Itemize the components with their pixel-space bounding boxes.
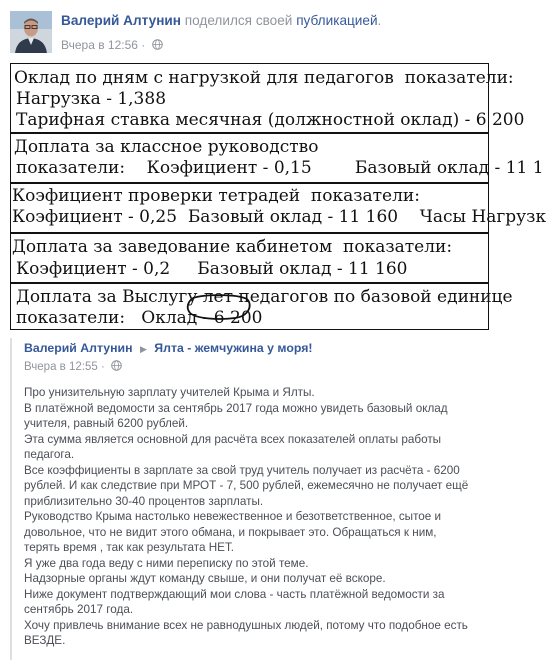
shared-post-header bbox=[24, 341, 494, 355]
payslip-document-image[interactable] bbox=[10, 60, 546, 334]
post-text-line: Хочу привлечь внимание всех не равнодушных людей, потому что подобное есть bbox=[24, 618, 468, 632]
post-text-line: ВЕЗДЕ. bbox=[24, 634, 66, 647]
payslip-line: Коэфициент проверки тетрадей показатели: bbox=[12, 186, 420, 206]
payslip-line: Доплата за заведование кабинетом показатели: bbox=[12, 237, 453, 257]
post-text-line: Про унизительную зарплату учителей Крыма и Ялты. bbox=[24, 386, 315, 399]
avatar[interactable] bbox=[10, 11, 52, 53]
payslip-line: Тарифная ставка месячная (должностной оклад) - 6 200 bbox=[16, 110, 525, 130]
payslip-line: Доплата за классное руководство bbox=[14, 137, 319, 157]
payslip-line: Доплата за Выслугу лет педагогов по базовой единице bbox=[16, 287, 513, 307]
post-meta bbox=[61, 38, 163, 52]
payslip-line: Нагрузка - 1,388 bbox=[16, 89, 167, 109]
globe-icon[interactable] bbox=[152, 39, 163, 50]
post-text-line: приблизительно 30-40 процентов зарплаты. bbox=[24, 494, 264, 508]
post-text-line: В платёжной ведомости за сентябрь 2017 года можно увидеть базовый оклад bbox=[24, 401, 448, 415]
post-text-line: рублей. И как следствие при МРОТ - 7, 500 рублей, ежемесячно не получает ещё bbox=[24, 479, 469, 492]
post-text-line: Ниже документ подтверждающий мои слова - часть платёжной ведомости за bbox=[24, 587, 445, 601]
globe-icon[interactable] bbox=[111, 360, 122, 371]
shared-timestamp[interactable]: Вчера в 12:55 bbox=[24, 361, 98, 373]
avatar-image bbox=[10, 11, 52, 53]
post-text-line: Надзорные органы ждут команду свыше, и они получат её вскоре. bbox=[24, 572, 386, 585]
post-text-line: Я уже два года веду с ними переписку по этой теме. bbox=[24, 556, 309, 570]
post-timestamp[interactable]: Вчера в 12:56 bbox=[61, 38, 138, 52]
shared-meta-separator: · bbox=[100, 361, 105, 373]
handdrawn-circle-mark bbox=[185, 293, 253, 321]
post-header bbox=[10, 8, 490, 60]
post-text-line: Руководство Крыма настолько невежественное и безответственное, сытое и bbox=[24, 510, 442, 523]
post-text-line: терять время , так как результата НЕТ. bbox=[24, 541, 235, 554]
post-text-line: учителя, равный 6200 рублей. bbox=[24, 417, 189, 430]
post-text-line: сентябрь 2017 года. bbox=[24, 603, 134, 616]
triangle-right-icon: ▶ bbox=[139, 344, 147, 354]
post-text-line: Все коэффициенты в зарплате за свой труд учитель получает из расчёта - 6200 bbox=[24, 463, 460, 477]
shared-post-meta bbox=[24, 360, 122, 373]
post-text-line: Эта сумма является основной для расчёта всех показателей оплаты работы bbox=[24, 432, 442, 446]
post-action-period: . bbox=[377, 13, 382, 28]
post-author-line bbox=[61, 13, 381, 28]
post-action-text: поделился своей bbox=[184, 13, 293, 28]
payslip-line: Коэфициент - 0,25 Базовый оклад - 11 160 Часы Нагрузк bbox=[12, 207, 546, 227]
shared-post-text bbox=[24, 385, 492, 649]
shared-author-name[interactable]: Валерий Алтунин bbox=[24, 341, 133, 355]
post-author-name[interactable]: Валерий Алтунин bbox=[61, 13, 181, 28]
payslip-line: Коэфициент - 0,2 Базовый оклад - 11 160 bbox=[16, 259, 408, 279]
shared-page-link[interactable]: Ялта - жемчужина у моря! bbox=[154, 341, 313, 355]
payslip-line: показатели: Коэфициент - 0,15 Базовый оклад - 11 1 bbox=[16, 158, 544, 178]
post-text-line: довольное, что не видит этого обмана, и покрывает это. Обращаться к ним, bbox=[24, 525, 437, 539]
payslip-line: Оклад по дням с нагрузкой для педагогов показатели: bbox=[14, 68, 514, 88]
post-publication-link[interactable]: публикацией bbox=[296, 13, 378, 28]
post-text-line: педагога. bbox=[24, 448, 75, 461]
payslip-line: показатели: Оклад - 6 200 bbox=[16, 308, 263, 328]
post-meta-separator: · bbox=[141, 38, 146, 52]
shared-post-border bbox=[10, 338, 12, 660]
